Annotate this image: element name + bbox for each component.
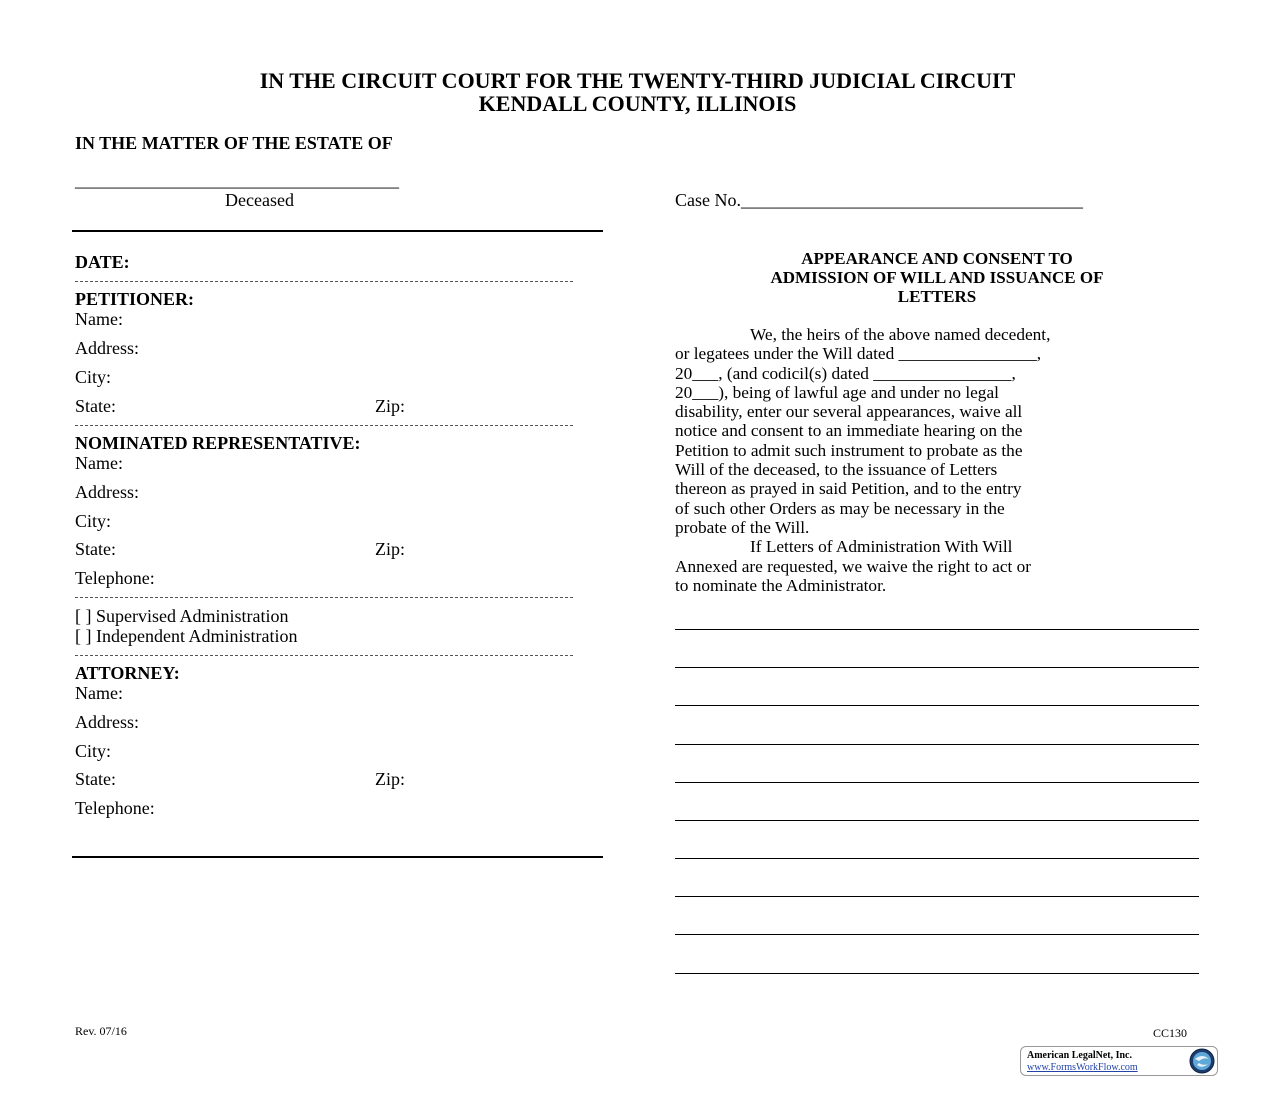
consent-line: to nominate the Administrator. (675, 575, 887, 595)
consent-line: 20___), being of lawful age and under no legal (675, 382, 999, 402)
nominated-heading: NOMINATED REPRESENTATIVE: (75, 433, 361, 453)
petitioner-name-label: Name: (75, 309, 123, 329)
dashed-divider (75, 425, 573, 426)
consent-paragraph (675, 325, 1199, 595)
globe-icon (1189, 1048, 1215, 1074)
date-label: DATE: (75, 252, 130, 272)
court-title: IN THE CIRCUIT COURT FOR THE TWENTY-THIRD JUDICIAL CIRCUIT (259, 68, 1016, 93)
consent-line: Will of the deceased, to the issuance of Letters (675, 460, 998, 480)
dashed-divider (75, 281, 573, 282)
consent-line: 20___, (and codicil(s) dated ________________, (675, 363, 1016, 383)
consent-line: If Letters of Administration With Will (750, 537, 1013, 557)
dashed-divider (75, 597, 573, 598)
publisher-name: American LegalNet, Inc. (1027, 1050, 1132, 1061)
nominated-zip-label: Zip: (375, 539, 405, 559)
nominated-address-label: Address: (75, 482, 139, 502)
form-title (675, 249, 1199, 306)
publisher-link[interactable]: www.FormsWorkFlow.com (1027, 1062, 1138, 1073)
publisher-logo (1020, 1046, 1218, 1076)
signature-line[interactable] (675, 858, 1199, 859)
attorney-address-label: Address: (75, 712, 139, 732)
case-number-field[interactable]: Case No.______________________________________ (675, 190, 1083, 210)
form-title-line: LETTERS (897, 287, 977, 306)
estate-heading: IN THE MATTER OF THE ESTATE OF (75, 133, 393, 153)
consent-line: or legatees under the Will dated ________________, (675, 344, 1042, 364)
signature-line[interactable] (675, 934, 1199, 935)
deceased-label: Deceased (225, 190, 294, 210)
signature-line[interactable] (675, 667, 1199, 668)
consent-line: thereon as prayed in said Petition, and to the entry (675, 479, 1022, 499)
consent-line: probate of the Will. (675, 517, 810, 537)
attorney-zip-label: Zip: (375, 769, 405, 789)
revision-label: Rev. 07/16 (75, 1024, 127, 1038)
dashed-divider (75, 655, 573, 656)
form-title-line: APPEARANCE AND CONSENT TO (801, 249, 1073, 268)
signature-line[interactable] (675, 820, 1199, 821)
attorney-heading: ATTORNEY: (75, 663, 180, 683)
petitioner-heading: PETITIONER: (75, 289, 195, 309)
nominated-city-label: City: (75, 511, 112, 531)
consent-line: Petition to admit such instrument to probate as the (675, 440, 1023, 460)
top-divider (72, 230, 603, 232)
signature-line[interactable] (675, 629, 1199, 630)
bottom-divider (72, 856, 603, 858)
petitioner-city-label: City: (75, 367, 112, 387)
petitioner-zip-label: Zip: (375, 396, 405, 416)
form-id: CC130 (1153, 1026, 1188, 1040)
consent-line: disability, enter our several appearances, waive all (675, 402, 1023, 422)
signature-line[interactable] (675, 896, 1199, 897)
attorney-name-label: Name: (75, 683, 123, 703)
signature-line[interactable] (675, 782, 1199, 783)
nominated-name-label: Name: (75, 453, 123, 473)
consent-line: notice and consent to an immediate hearing on the (675, 421, 1023, 441)
consent-line: of such other Orders as may be necessary in the (675, 498, 1005, 518)
decedent-name-blank[interactable]: ____________________________________ (75, 170, 399, 190)
petitioner-state-label: State: (75, 396, 116, 416)
form-title-line: ADMISSION OF WILL AND ISSUANCE OF (770, 268, 1104, 287)
consent-line: We, the heirs of the above named decedent, (750, 325, 1051, 344)
signature-line[interactable] (675, 973, 1199, 974)
county-title: KENDALL COUNTY, ILLINOIS (478, 91, 797, 116)
supervised-admin-checkbox[interactable]: [ ] Supervised Administration (75, 606, 289, 626)
signature-line[interactable] (675, 705, 1199, 706)
attorney-telephone-label: Telephone: (75, 798, 155, 818)
nominated-state-label: State: (75, 539, 116, 559)
independent-admin-checkbox[interactable]: [ ] Independent Administration (75, 626, 298, 646)
attorney-state-label: State: (75, 769, 116, 789)
petitioner-address-label: Address: (75, 338, 139, 358)
signature-line[interactable] (675, 744, 1199, 745)
consent-line: Annexed are requested, we waive the right to act or (675, 556, 1032, 576)
nominated-telephone-label: Telephone: (75, 568, 155, 588)
attorney-city-label: City: (75, 741, 112, 761)
